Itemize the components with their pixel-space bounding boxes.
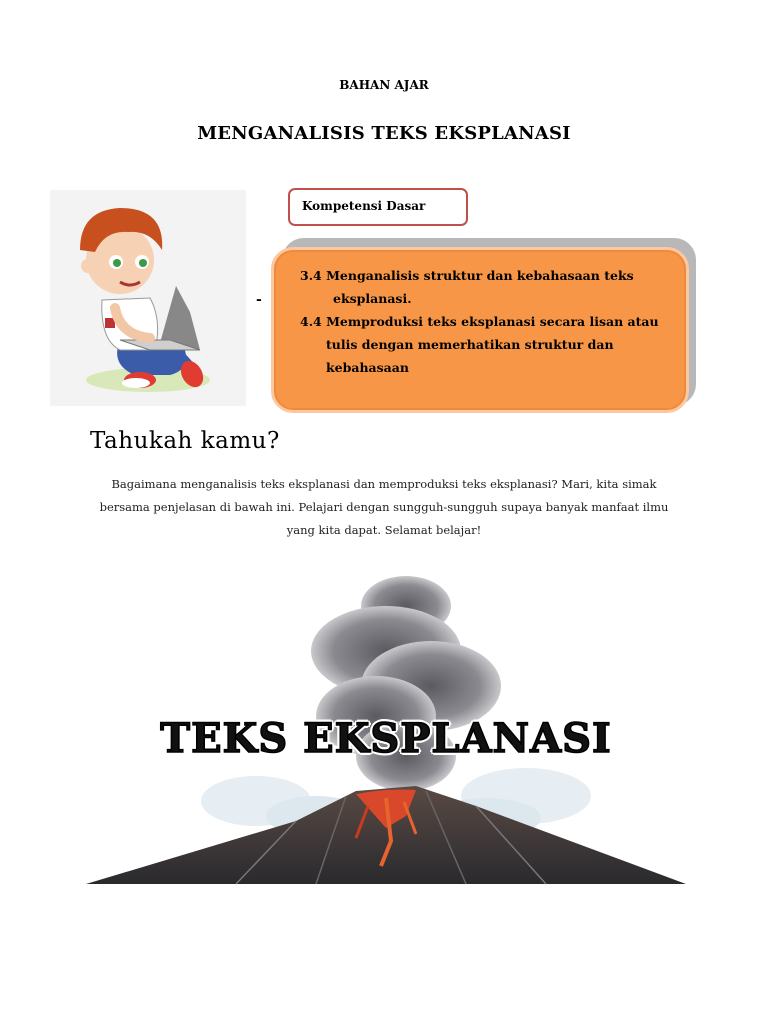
section-heading: Tahukah kamu? (90, 428, 280, 454)
bullet-mark: - (256, 292, 262, 308)
kompetensi-item-1-line-2: eksplanasi. (333, 291, 412, 306)
kompetensi-item-2-line-1: 4.4 Memproduksi teks eksplanasi secara lisan atau (300, 314, 659, 329)
banner-title: TEKS EKSPLANASI (160, 715, 612, 762)
kompetensi-item-2-line-2: tulis dengan memerhatikan struktur dan (326, 337, 614, 352)
document-title: MENGANALISIS TEKS EKSPLANASI (197, 123, 571, 144)
boy-with-laptop-illustration (50, 190, 246, 406)
intro-paragraph-line-3: yang kita dapat. Selamat belajar! (286, 523, 482, 537)
document-label: BAHAN AJAR (339, 78, 429, 92)
kompetensi-dasar-heading: Kompetensi Dasar (288, 188, 468, 226)
intro-paragraph-line-2: bersama penjelasan di bawah ini. Pelajari dengan sungguh-sungguh supaya banyak manfaat ilmu (99, 500, 669, 514)
kompetensi-item-2-line-3: kebahasaan (326, 360, 409, 375)
kompetensi-item-1-line-1: 3.4 Menganalisis struktur dan kebahasaan teks (300, 268, 634, 283)
kompetensi-list-box (271, 247, 689, 413)
intro-paragraph-line-1: Bagaimana menganalisis teks eksplanasi dan memproduksi teks eksplanasi? Mari, kita simak (111, 477, 657, 491)
